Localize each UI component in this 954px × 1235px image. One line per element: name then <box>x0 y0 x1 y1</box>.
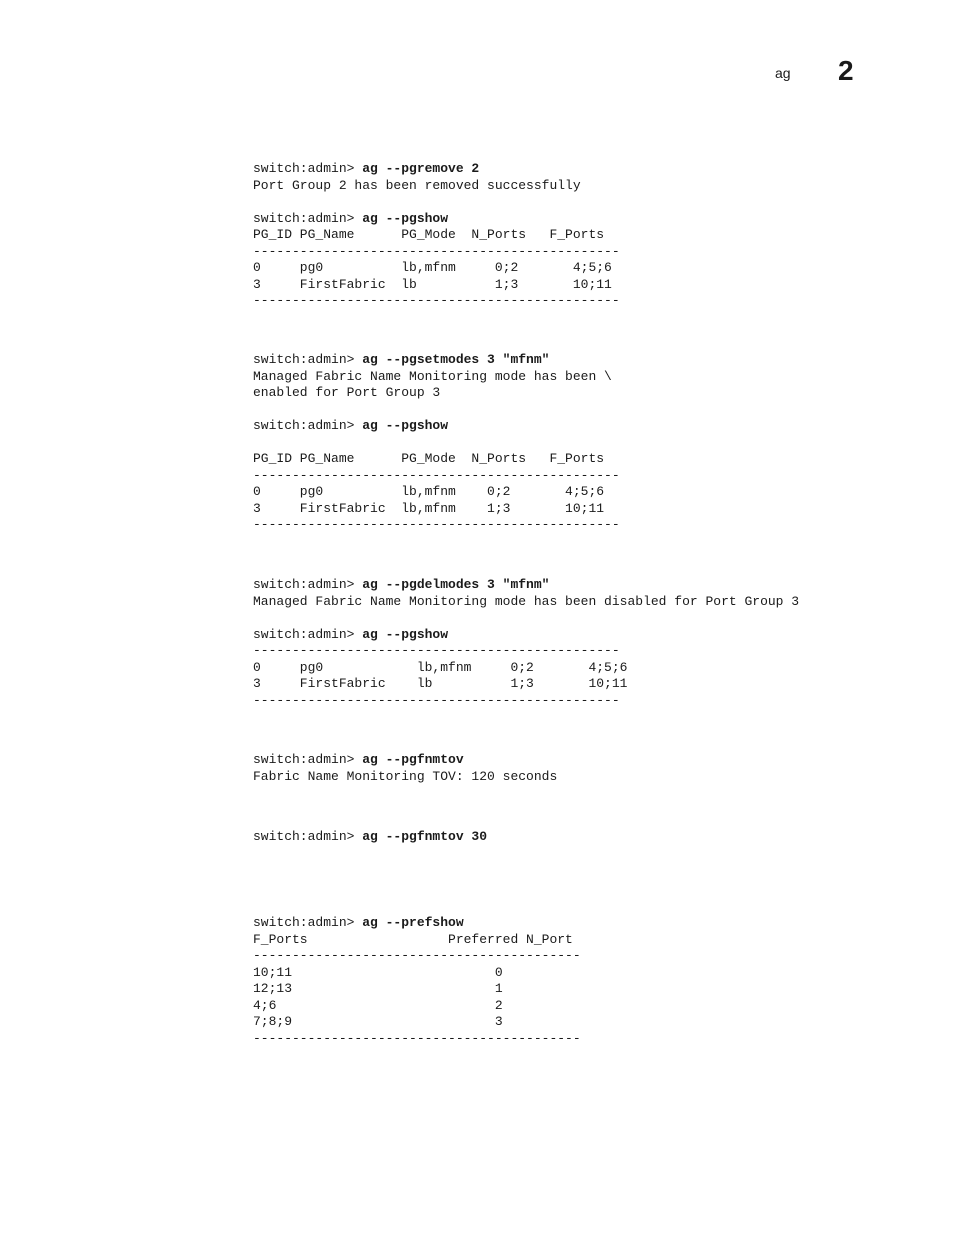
output-line <box>253 402 620 419</box>
output-line: ----------------------------------------------- <box>253 243 620 259</box>
output-line <box>253 435 620 452</box>
shell-prompt: switch:admin> <box>253 210 363 226</box>
output-line: ----------------------------------------------- <box>253 692 620 708</box>
shell-prompt: switch:admin> <box>253 161 363 176</box>
output-line: ----------------------------------------------- <box>253 643 620 658</box>
command-line <box>253 627 799 644</box>
running-header-chapter-number: 2 <box>838 55 854 86</box>
command-line <box>253 211 620 228</box>
output-line: ----------------------------------------------- <box>253 467 620 483</box>
code-block-prefshow <box>253 915 581 1047</box>
shell-prompt: switch:admin> <box>253 915 363 930</box>
output-line: Managed Fabric Name Monitoring mode has been \ <box>253 368 612 384</box>
command-line <box>253 752 557 769</box>
command-line <box>253 829 487 846</box>
output-line: Port Group 2 has been removed successfully <box>253 177 581 193</box>
output-line: F_Ports Preferred N_Port <box>253 931 573 947</box>
code-block-pgsetmodes <box>253 352 620 534</box>
output-line: ------------------------------------------ <box>253 948 581 963</box>
command-line <box>253 915 581 932</box>
code-block-pgremove <box>253 161 620 310</box>
output-line: 0 pg0 lb,mfnm 0;2 4;5;6 <box>253 260 612 275</box>
output-line: enabled for Port Group 3 <box>253 385 441 400</box>
output-line: Fabric Name Monitoring TOV: 120 seconds <box>253 768 558 784</box>
command-text: ag --pgsetmodes 3 "mfnm" <box>362 352 550 367</box>
shell-prompt: switch:admin> <box>253 829 363 844</box>
command-line <box>253 577 799 594</box>
command-text: ag --pgshow <box>362 626 449 642</box>
output-line: PG_ID PG_Name PG_Mode N_Ports F_Ports <box>253 451 605 466</box>
shell-prompt: switch:admin> <box>253 626 363 642</box>
output-line: 3 FirstFabric lb,mfnm 1;3 10;11 <box>253 500 605 516</box>
output-line: 10;11 0 <box>253 964 503 980</box>
output-line: ----------------------------------------------- <box>253 293 620 308</box>
running-header-section: ag <box>775 65 791 81</box>
shell-prompt: switch:admin> <box>253 352 363 367</box>
command-line <box>253 161 620 178</box>
shell-prompt: switch:admin> <box>253 752 363 767</box>
code-block-pgfnmtov-set <box>253 829 487 846</box>
output-line: ------------------------------------------ <box>253 1030 581 1046</box>
command-line <box>253 352 620 369</box>
shell-prompt: switch:admin> <box>253 577 363 592</box>
output-line <box>253 194 620 211</box>
output-line: 12;13 1 <box>253 981 503 996</box>
output-line: 7;8;9 3 <box>253 1014 503 1029</box>
output-line: 4;6 2 <box>253 997 503 1013</box>
output-line <box>253 610 799 627</box>
output-line: 3 FirstFabric lb 1;3 10;11 <box>253 676 628 691</box>
output-line: 0 pg0 lb,mfnm 0;2 4;5;6 <box>253 484 605 499</box>
output-line: 3 FirstFabric lb 1;3 10;11 <box>253 276 612 292</box>
output-line: ----------------------------------------------- <box>253 517 620 532</box>
command-text: ag --pgshow <box>362 210 449 226</box>
output-line: 0 pg0 lb,mfnm 0;2 4;5;6 <box>253 659 628 675</box>
output-line: PG_ID PG_Name PG_Mode N_Ports F_Ports <box>253 227 605 242</box>
output-line: Managed Fabric Name Monitoring mode has been disabled for Port Group 3 <box>253 593 800 609</box>
command-text: ag --pgfnmtov 30 <box>362 829 488 844</box>
command-text: ag --prefshow <box>362 915 464 930</box>
code-block-pgfnmtov <box>253 752 557 785</box>
command-text: ag --pgremove 2 <box>362 161 480 176</box>
shell-prompt: switch:admin> <box>253 418 363 433</box>
command-text: ag --pgdelmodes 3 "mfnm" <box>362 577 550 592</box>
code-block-pgdelmodes <box>253 577 799 709</box>
command-text: ag --pgshow <box>362 418 449 433</box>
command-text: ag --pgfnmtov <box>362 752 464 767</box>
command-line <box>253 418 620 435</box>
